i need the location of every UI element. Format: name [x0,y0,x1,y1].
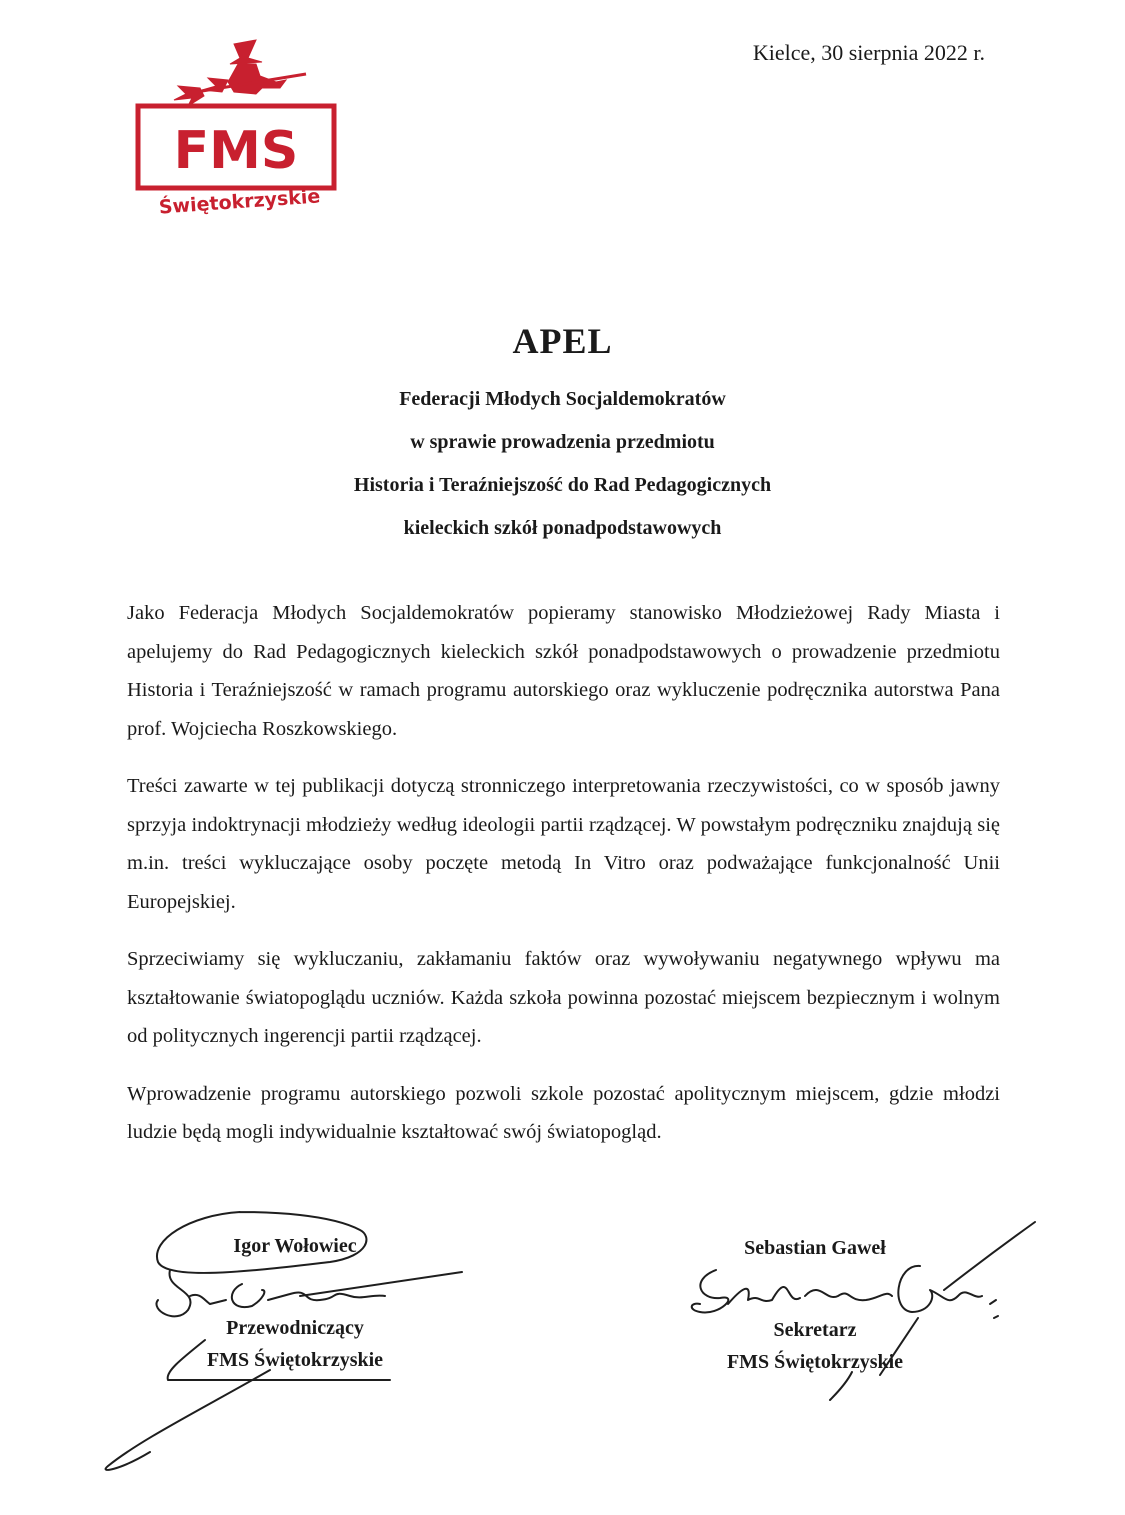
signature-block-left [170,1230,420,1376]
signer-org: FMS Świętokrzyskie [726,1351,904,1373]
fms-logo [130,30,350,220]
signer-role: Przewodniczący [226,1317,364,1339]
document-title: APEL [512,321,613,361]
signer-name: Sebastian Gaweł [744,1237,886,1259]
body-paragraph: Jako Federacja Młodych Socjaldemokratów popieramy stanowisko Młodzieżowej Rady Miasta i apelujemy do Rad Pedagogicznych kieleckich szkół ponadpodstawowych o prowadzenie przedmiotu Historia i Teraźniejszość w ramach programu autorskiego oraz wykluczenie podręcznika autorstwa Pana prof. Wojciecha Roszkowskiego. [127,602,1000,740]
signer-role: Sekretarz [773,1319,857,1341]
body-paragraph: Sprzeciwiamy się wykluczaniu, zakłamaniu faktów oraz wywoływaniu negatywnego wpływu ma kształtowanie światopoglądu uczniów. Każda szkoła powinna pozostać miejscem bezpiecznym i wolnym od politycznych ingerencji partii rządzącej. [127,948,1000,1047]
logo-region-text: Świętokrzyskie [158,185,321,219]
logo-brand-text: FMS [173,121,299,181]
date-line: Kielce, 30 sierpnia 2022 r. [752,40,985,65]
signer-name: Igor Wołowiec [233,1235,357,1257]
subtitle-line: w sprawie prowadzenia przedmiotu [410,431,715,453]
body-paragraph: Wprowadzenie programu autorskiego pozwoli szkole pozostać apolitycznym miejscem, gdzie młodzi ludzie będą mogli indywidualnie kształtować swój światopogląd. [127,1082,1000,1143]
witch-on-broom-logo-graphic [130,30,350,220]
subtitle-line: Historia i Teraźniejszość do Rad Pedagogicznych [353,474,772,496]
document-subtitle [0,378,1125,550]
signer-org: FMS Świętokrzyskie [206,1349,384,1371]
subtitle-line: kieleckich szkół ponadpodstawowych [403,517,722,539]
body-paragraph: Treści zawarte w tej publikacji dotyczą stronniczego interpretowania rzeczywistości, co w sposób jawny sprzyja indoktrynacji młodzieży według ideologii partii rządzącej. W powstałym podręczniku znajdują się m.in. treści wykluczające osoby poczęte metodą In Vitro oraz podważające funkcjonalność Unii Europejskiej. [127,775,1000,913]
signature-block-right [685,1232,945,1378]
subtitle-line: Federacji Młodych Socjaldemokratów [399,388,726,410]
document-body [127,594,1000,1171]
